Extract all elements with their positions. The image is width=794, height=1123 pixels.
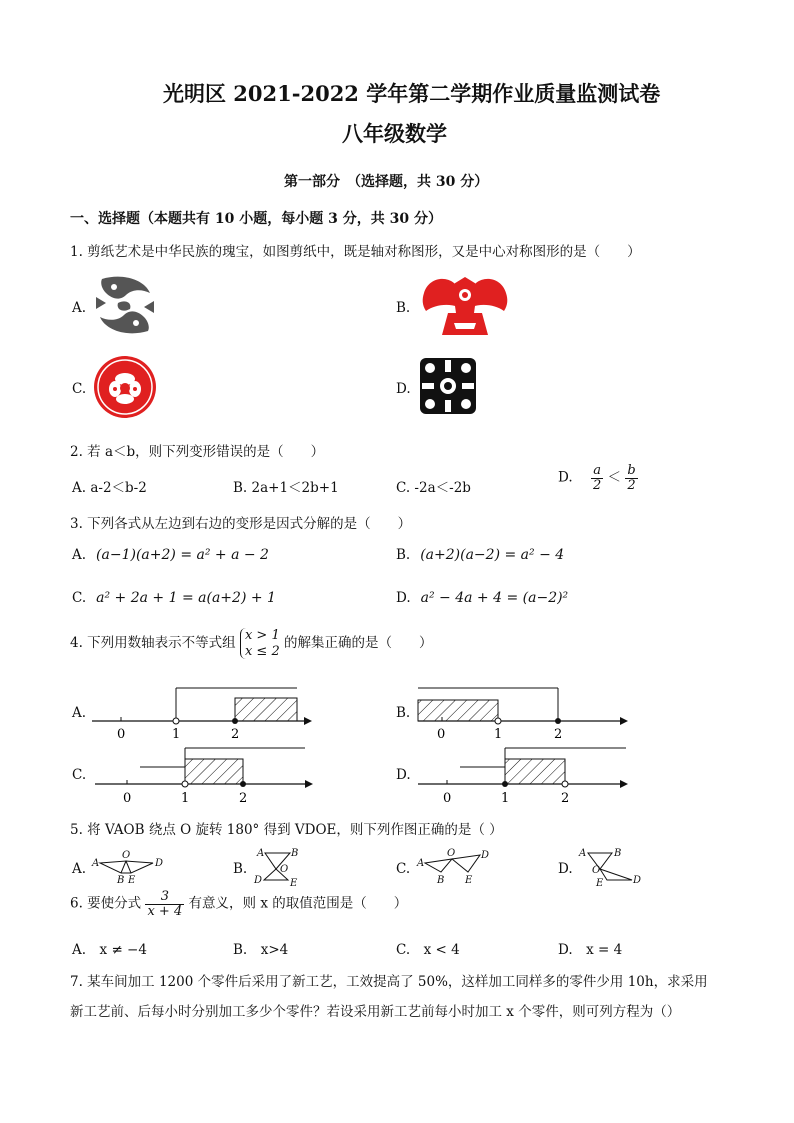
svg-text:E: E <box>596 878 604 889</box>
svg-text:1: 1 <box>181 791 190 806</box>
q4-number-line-b <box>418 688 628 742</box>
q5-stem: 5. 将 VAOB 绕点 O 旋转 180° 得到 VDOE，则下列作图正确的是（ ） <box>70 822 503 838</box>
svg-text:B: B <box>291 848 299 859</box>
svg-text:A: A <box>257 848 265 859</box>
q2-frac-b: $\frac{b}{2}$ <box>627 463 636 493</box>
q6-stem: 6. 要使分式 $\frac{3}{x + 4}$ 有意义，则 x 的取值范围是（ ） <box>70 889 408 919</box>
svg-text:2: 2 <box>231 727 240 742</box>
svg-text:1: 1 <box>501 791 510 806</box>
svg-text:B: B <box>437 875 445 886</box>
q2-option-c[interactable]: C. -2a＜-2b <box>396 480 471 496</box>
q2-frac-a: $\frac{a}{2}$ <box>592 463 602 493</box>
q3-expr-a: (a−1)(a+2) = a² + a − 2 <box>96 547 269 563</box>
q6-option-a[interactable]: A. x ≠ −4 <box>72 942 147 958</box>
svg-text:D: D <box>155 858 164 869</box>
q5-option-b-label[interactable]: B. <box>233 861 248 877</box>
papercut-flower-image <box>93 355 157 419</box>
exam-subtitle: 八年级数学 <box>342 121 447 146</box>
svg-text:D: D <box>481 850 490 861</box>
svg-text:O: O <box>447 848 456 859</box>
svg-text:E: E <box>128 875 136 886</box>
q5-option-a-label[interactable]: A. <box>72 861 87 877</box>
papercut-rooster-image <box>418 273 512 339</box>
svg-text:E: E <box>290 878 298 889</box>
svg-text:O: O <box>592 865 601 876</box>
q7-line-1: 7. 某车间加工 1200 个零件后采用了新工艺，工效提高了 50%，这样加工同样多的零件少用 10h，求采用 <box>70 974 708 990</box>
q4-option-a-label[interactable]: A. <box>72 705 87 721</box>
q5-option-c-label[interactable]: C. <box>396 861 411 877</box>
q4-option-c-label[interactable]: C. <box>72 767 87 783</box>
svg-text:O: O <box>280 864 289 875</box>
q3-option-d[interactable]: D. a² − 4a + 4 = (a−2)² <box>396 590 569 606</box>
svg-text:1: 1 <box>494 727 503 742</box>
papercut-fish-image <box>92 273 158 337</box>
q3-expr-c: a² + 2a + 1 = a(a+2) + 1 <box>96 590 276 606</box>
q4-inequality-system: x > 1 x ≤ 2 <box>240 628 280 659</box>
part-heading: 第一部分 （选择题，共 30 分） <box>284 174 489 190</box>
svg-text:2: 2 <box>561 791 570 806</box>
svg-text:0: 0 <box>117 727 126 742</box>
svg-text:2: 2 <box>239 791 248 806</box>
svg-text:D: D <box>254 875 263 886</box>
svg-text:A: A <box>417 858 425 869</box>
svg-text:0: 0 <box>443 791 452 806</box>
q1-option-d-label[interactable]: D. <box>396 381 411 397</box>
svg-text:E: E <box>465 875 473 886</box>
papercut-square-pattern-image <box>418 356 478 416</box>
q2-option-b[interactable]: B. 2a+1＜2b+1 <box>233 480 339 496</box>
q4-stem: 4. 下列用数轴表示不等式组 x > 1 x ≤ 2 的解集正确的是（ ） <box>70 628 433 659</box>
svg-text:0: 0 <box>123 791 132 806</box>
q2-option-d-label: D. <box>558 469 573 486</box>
q1-option-a-label[interactable]: A. <box>72 300 87 316</box>
q1-option-c-label[interactable]: C. <box>72 381 87 397</box>
q5-option-d-label[interactable]: D. <box>558 861 573 877</box>
q5-rotation-figures <box>0 845 794 890</box>
q4-option-d-label[interactable]: D. <box>396 767 411 783</box>
svg-text:D: D <box>633 875 642 886</box>
q1-stem: 1. 剪纸艺术是中华民族的瑰宝，如图剪纸中，既是轴对称图形，又是中心对称图形的是（ ） <box>70 244 641 260</box>
svg-text:B: B <box>117 875 125 886</box>
q2-option-d[interactable] <box>558 464 638 492</box>
svg-text:1: 1 <box>172 727 181 742</box>
q3-option-a[interactable]: A. (a−1)(a+2) = a² + a − 2 <box>72 547 269 563</box>
q3-option-c[interactable]: C. a² + 2a + 1 = a(a+2) + 1 <box>72 590 276 606</box>
q5-figure-a <box>100 861 153 873</box>
q6-option-b[interactable]: B. x>4 <box>233 942 289 958</box>
q6-fraction: $\frac{3}{x + 4}$ <box>147 889 183 919</box>
q2-lt-sign: ＜ <box>607 469 622 486</box>
q2-stem: 2. 若 a＜b，则下列变形错误的是（ ） <box>70 444 325 460</box>
q3-option-b[interactable]: B. (a+2)(a−2) = a² − 4 <box>396 547 565 563</box>
q7-line-2: 新工艺前、后每小时分别加工多少个零件？若设采用新工艺前每小时加工 x 个零件，则可列方程为（） <box>70 1004 681 1020</box>
q4-number-line-d <box>418 748 628 806</box>
svg-text:A: A <box>92 858 100 869</box>
svg-text:A: A <box>579 848 587 859</box>
q4-number-line-a <box>92 688 312 742</box>
q4-option-b-label[interactable]: B. <box>396 705 411 721</box>
q2-option-a[interactable]: A. a-2＜b-2 <box>72 480 147 496</box>
svg-text:2: 2 <box>554 727 563 742</box>
q3-expr-b: (a+2)(a−2) = a² − 4 <box>420 547 565 563</box>
svg-text:B: B <box>614 848 622 859</box>
q3-expr-d: a² − 4a + 4 = (a−2)² <box>420 590 569 606</box>
q3-stem: 3. 下列各式从左边到右边的变形是因式分解的是（ ） <box>70 516 412 532</box>
svg-text:O: O <box>122 850 131 861</box>
section-heading: 一、选择题（本题共有 10 小题，每小题 3 分，共 30 分） <box>70 211 442 227</box>
q1-option-b-label[interactable]: B. <box>396 300 411 316</box>
q6-option-d[interactable]: D. x = 4 <box>558 942 623 958</box>
exam-title: 光明区 2021-2022 学年第二学期作业质量监测试卷 <box>163 81 661 106</box>
q4-number-lines <box>0 680 794 810</box>
svg-text:0: 0 <box>437 727 446 742</box>
q6-option-c[interactable]: C. x < 4 <box>396 942 460 958</box>
q4-number-line-c <box>95 748 313 806</box>
